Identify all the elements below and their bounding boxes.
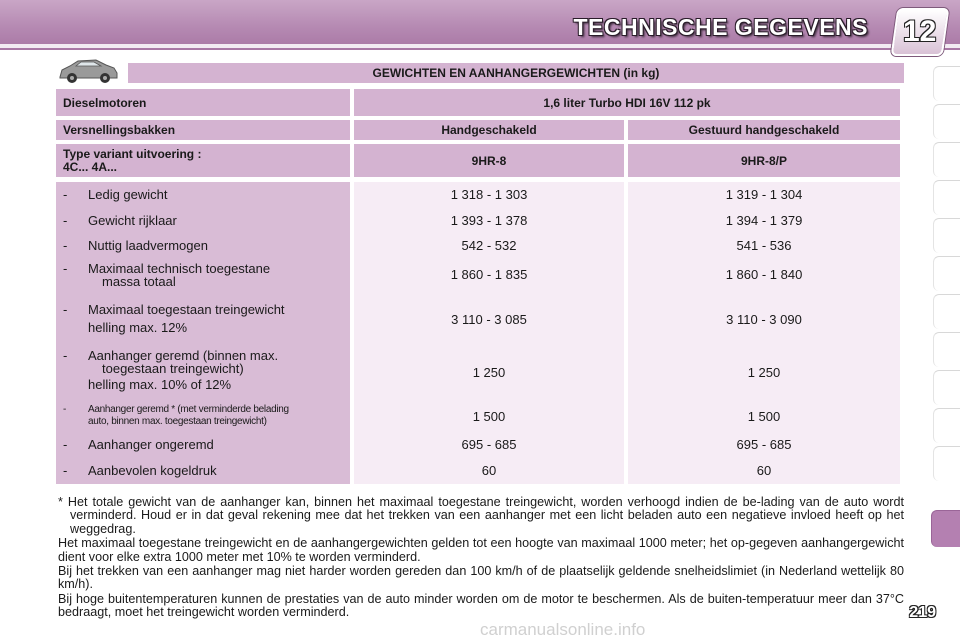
cell-auto: 3 110 - 3 090 [726,312,802,327]
page-number: 219 [909,604,936,621]
cell-manual: 1 250 [472,365,506,380]
chapter-tab[interactable] [933,446,960,481]
cell-auto: 1 250 [747,365,781,380]
car-icon [56,55,120,85]
engine-label: Dieselmotoren [56,89,350,116]
chapter-tab[interactable] [933,332,960,367]
cell-manual: 1 860 - 1 835 [450,267,528,282]
cell-manual: 1 393 - 1 378 [450,213,528,228]
cell-auto: 541 - 536 [736,238,792,253]
chapter-tab[interactable] [933,180,960,215]
cell-auto: 695 - 685 [736,437,792,452]
cell-auto: 1 860 - 1 840 [725,267,803,282]
chapter-number: 12 [903,15,937,48]
gearbox-row [56,120,900,140]
manual-column [354,182,624,484]
type-label-line2: 4C... 4A... [63,159,118,174]
gearbox-manual: Handgeschakeld [354,120,624,140]
chapter-tab[interactable] [933,218,960,253]
engine-value: 1,6 liter Turbo HDI 16V 112 pk [354,89,900,116]
cell-auto: 60 [756,463,772,478]
type-auto: 9HR-8/P [628,144,900,177]
cell-manual: 695 - 685 [461,437,517,452]
footnote: * Het totale gewicht van de aanhanger kan, binnen het maximaal toegestane treingewicht, worden verhoogd indien de be-lading van de auto wordt verminderd. Houd er in dat geval rekening mee dat het trekken van een aanhanger met een licht beladen auto een negatieve invloed heeft op het weggedrag. [58,495,904,536]
auto-column [628,182,900,484]
label-column: - Ledig gewicht - Gewicht rijklaar - Nuttig laadvermogen - Maximaal technisch toegestane massa totaal - Maximaal toegestaan treingewicht helling max. 12% - Aanhanger geremd (binnen max. toegestaan treingewicht) helling max. 10% of 12% - Aanhanger geremd * (met verminderde belading auto, binnen max. toegestaan treingewicht) - Aanhanger ongeremd - Aanbevolen kogeldruk [56,182,350,484]
cell-auto: 1 500 [747,409,781,424]
cell-auto: 1 394 - 1 379 [725,213,803,228]
cell-manual: 542 - 532 [461,238,517,253]
cell-manual: 3 110 - 3 085 [451,312,527,327]
chapter-badge [891,8,950,56]
type-label [56,144,350,177]
chapter-tab[interactable] [933,142,960,177]
chapter-tab-active[interactable] [931,510,960,547]
cell-manual: 60 [481,463,497,478]
table-body [56,182,900,484]
cell-manual: 1 500 [472,409,506,424]
chapter-tab[interactable] [933,370,960,405]
page-title: TECHNISCHE GEGEVENS [573,14,868,40]
type-manual: 9HR-8 [354,144,624,177]
notes-section [58,496,904,621]
note-paragraph: Bij het trekken van een aanhanger mag niet harder worden gereden dan 100 km/h of de plaatselijk geldende snelheidslimiet (in Nederland wettelijk 80 km/h). [58,564,904,592]
chapter-tab[interactable] [933,408,960,443]
gearbox-label: Versnellingsbakken [56,120,350,140]
chapter-tab[interactable] [933,294,960,329]
note-paragraph: Bij hoge buitentemperaturen kunnen de prestaties van de auto minder worden om de motor te beschermen. Als de buiten-temperatuur meer dan 37°C bedraagt, moet het treingewicht worden verminderd. [58,591,904,620]
type-label-line1: Type variant uitvoering : [63,146,202,161]
cell-manual: 1 318 - 1 303 [450,187,528,202]
type-row [56,144,900,177]
gearbox-auto: Gestuurd handgeschakeld [628,120,900,140]
header-stripe [0,44,960,48]
table-banner: GEWICHTEN EN AANHANGERGEWICHTEN (in kg) [128,63,904,83]
watermark: carmanualsonline.info [480,620,646,639]
note-paragraph: Het maximaal toegestane treingewicht en de aanhangergewichten gelden tot een hoogte van maximaal 1000 meter; het op-gegeven aanhangergewicht dient voor elke extra 1000 meter met 10% te worden verminderd. [58,536,904,564]
chapter-tab[interactable] [933,256,960,291]
engine-row [56,89,900,116]
chapter-tab[interactable] [933,104,960,139]
chapter-tab[interactable] [933,66,960,101]
chapter-tabs [930,66,960,606]
cell-auto: 1 319 - 1 304 [725,187,803,202]
